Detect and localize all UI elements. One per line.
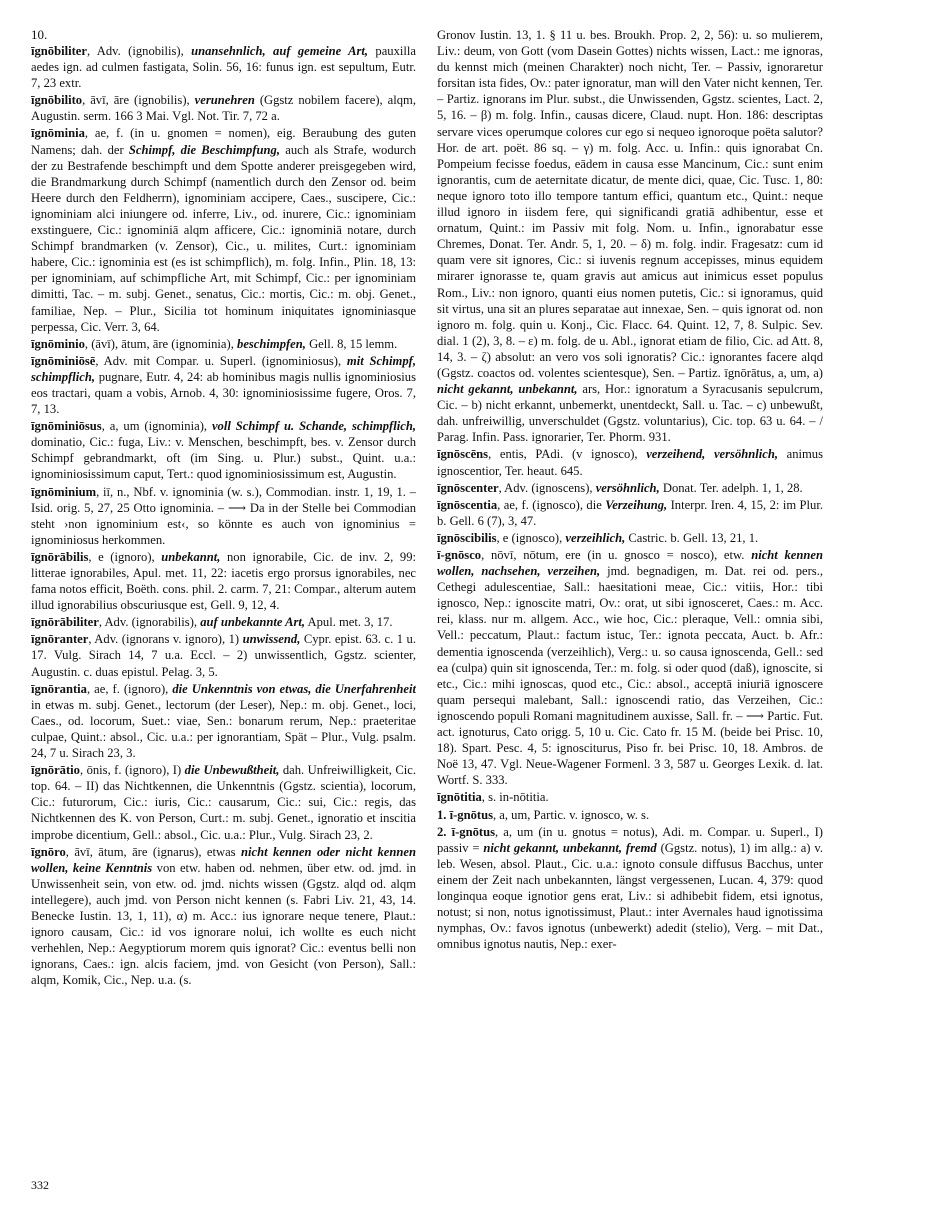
dictionary-entry (31, 762, 416, 842)
headword: īgnōtitia (437, 790, 482, 805)
entry-text: , e (ignoro), (88, 549, 162, 564)
dictionary-entry (31, 125, 416, 334)
entry-text: , e (ignosco), (496, 530, 566, 545)
entry-text: Apul. met. 3, 17. (305, 615, 393, 630)
dictionary-entry (31, 844, 416, 989)
gloss: beschimpfen, (237, 336, 306, 351)
entry-text: , ae, f. (ignoro), (86, 681, 173, 696)
entry-text: dominatio, Cic.: fuga, Liv.: v. Menschen, beschimpft, bes. v. Zensor durch Schimpf gebrandmarkt, oft (im Sing. u. Plur.) subst., Quint. u.a.: ignominiosissimum caput, Tert.: quod ignominiosissimum est, Augustin. (31, 435, 416, 482)
entry-text: , a, um (ignominia), (101, 419, 212, 434)
headword: 2. ī-gnōtus (437, 824, 495, 839)
entry-text: , a, um (in u. gnotus = notus), Adi. m. Compar. u. Superl., I) passiv = (437, 824, 823, 855)
gloss: verunehren (194, 93, 255, 108)
entry-text: animus ignoscentior, Ter. heaut. 645. (437, 447, 823, 478)
entry-text: , ae, f. (ignosco), die (497, 497, 606, 512)
dictionary-entry (437, 530, 823, 546)
dictionary-entry (31, 336, 416, 352)
dictionary-entry (31, 549, 416, 613)
entry-text: , Adv. (ignobilis), (86, 44, 192, 58)
dictionary-entry (31, 353, 416, 417)
headword: īgnōscentia (437, 497, 498, 512)
entry-text: , Adv. (ignorabilis), (98, 615, 201, 630)
entry-text: , āvī, ātum, āre (ignarus), etwas (65, 844, 242, 859)
gloss: versöhnlich, (595, 480, 660, 495)
gloss: verzeihlich, (565, 530, 626, 545)
headword: īgnōminium (31, 484, 97, 499)
entry-text: pugnare, Eutr. 4, 24: ab hominibus magis nullis ignominiosius eos tractari, quam a vobis, Arnob. 4, 30: ignominiosissime fugere, Oros. 7, 7, 13. (31, 369, 416, 417)
dictionary-entry (31, 484, 416, 548)
gloss: nicht kennen oder nicht kennen wollen, keine Kenntnis (31, 844, 416, 875)
gloss: die Unbewußtheit, (184, 763, 280, 778)
entry-text: , Adv. (ignorans v. ignoro), 1) (88, 632, 243, 647)
entry-text: , Adv. (ignoscens), (498, 480, 596, 495)
entry-text: von etw. haben od. nehmen, über etw. od. jmd. in Unwissenheit sein, von etw. od. jmd. nichts wissen (Ggstz. alqd od. alqm intellegere), auch jmd. von Person nicht kennen (s. Fabri Liv. 21, 43, 14. Benecke Iustin. 13, 1, 11), α) m. Acc.: ius ignorare neque tenere, Plaut.: ignoro causam, Cic.: id vos ignorare nolui, ich wollte es euch nicht verhehlen, Nep.: Aegyptiorum morem quis ignorat? Cic.: eventus belli non ignorans, Caes.: ign. alcis faciem, jmd. von Gesicht (von Person), Sall.: alqm, Komik, Cic., Nep. u.a. (s. (31, 860, 416, 988)
entry-text: , iī, n., Nbf. v. ignominia (w. s.), Commodian. instr. 1, 19, 1. – Isid. orig. 5, 27, 25 Otto ignominia. – ⟶ Da in der Stelle bei Commodian steht ›non ignominium est‹, so könnte es auch von ignominius = ignominiosus herkommen. (31, 484, 416, 547)
dictionary-entry (437, 480, 823, 496)
left-column (31, 43, 416, 1175)
entry-text: Cypr. epist. 63. c. 1 u. 17. Vulg. Sirach 14, 7 u.a. Eccl. – 2) unwissentlich, Ggstz. scienter, Augustin. c. duas epistul. Pelag. 3, 5. (31, 632, 416, 679)
headword: 1. ī-gnōtus (437, 807, 493, 822)
dictionary-entry (437, 807, 823, 823)
headword: īgnōminiōsus (31, 419, 102, 434)
dictionary-entry (31, 631, 416, 679)
gloss: die Unkenntnis von etwas, die Unerfahrenheit (172, 681, 416, 696)
entry-text: Gell. 8, 15 lemm. (305, 336, 398, 351)
entry-text: , s. in-nōtitia. (481, 790, 549, 805)
headword: īgnōscēns (437, 447, 489, 462)
headword: īgnōbiliter (31, 44, 87, 58)
page-number-top: 10. (31, 27, 48, 42)
gloss: unwissend, (242, 632, 301, 647)
entry-text: , āvī, āre (ignobilis), (82, 93, 195, 108)
entry-text: , a, um, Partic. v. ignosco, w. s. (492, 807, 650, 822)
entry-text: , Adv. mit Compar. u. Superl. (ignominiosus), (95, 353, 347, 368)
gloss: verzeihend, versöhnlich, (646, 447, 778, 462)
entry-text: Donat. Ter. adelph. 1, 1, 28. (659, 480, 803, 495)
gloss: nicht kennen wollen, nachsehen, verzeihen, (437, 548, 823, 579)
dictionary-entry (31, 418, 416, 482)
entry-text: pauxilla aedes ign. ad culmen fastigata, Solin. 56, 16: funus ign. est sepultum, Eutr. 7, 23 extr. (31, 44, 416, 91)
headword: īgnōbilito (31, 93, 83, 108)
gloss: voll Schimpf u. Schande, schimpflich, (211, 419, 416, 434)
entry-text: auch als Strafe, wodurch der zu Bestrafende beschimpft und dem Spotte anderer preisgegeben wird, die Brandmarkung durch Schimpf (namentlich durch den Zensor od. beim Heere durch den Feldherrn), ignominiam accipere, Caes., suscipere, Cic.: ignominiam alci iniungere od. inferre, Liv., od. inurere, Cic.: ignominiam exstinguere, Cic.: ignominiā alqm afficere, Cic.: ignominiā notare, durch Schimpf brandmarken (v. Zensor), Cic., u. milites, Curt.: ignominiam habere, Cic.: ignominia est (es ist schimpflich), m. folg. Infin., Plin. 18, 13: per ignominiam, auf schimpfliche Art, mit Schimpf, Cic.: per ignominiam dimitti, Tac. – m. subj. Genet., senatus, Cic.: mortis, Cic.: m. obj. Genet., familiae, Nep. – Plur., Sicilia tot hominum iniquitates ignominiasque perpessa, Cic. Verr. 3, 64. (31, 142, 416, 334)
gloss: mit Schimpf, schimpflich, (31, 353, 416, 384)
gloss: Verzeihung, (605, 497, 668, 512)
dictionary-entry (31, 681, 416, 761)
entry-text: , (āvī), ātum, āre (ignominia), (84, 336, 238, 351)
gloss: unansehnlich, auf gemeine Art, (191, 44, 369, 58)
headword: īgnōranter (31, 632, 89, 647)
headword: īgnōrābilis (31, 549, 89, 564)
entry-text: (Ggstz nobilem facere), alqm, Augustin. serm. 166 3 Mai. Vgl. Not. Tir. 7, 72 a. (31, 93, 416, 124)
gloss: nicht gekannt, unbekannt, fremd (483, 840, 657, 855)
dictionary-entry (437, 497, 823, 529)
headword: īgnōrātio (31, 763, 80, 778)
entry-text: dah. Unfreiwilligkeit, Cic. top. 64. – II) das Nichtkennen, die Unkenntnis (Ggstz. scientia), locorum, Cic.: futurorum, Cic.: iuris, Cic.: causarum, Cic.: sui, Cic.: regis, das Nichtkennen des K. von Person, Curt.: m. subj. Genet., ignoratio et inscitia improbe dicentium, Gell.: absol., Cic. u.a.: Plur., Vulg. Sirach 23, 2. (31, 763, 416, 842)
headword: īgnōro (31, 844, 66, 859)
entry-text: ars, Hor.: ignoratum a Syracusanis sepulcrum, Cic. – b) nicht erkannt, unbemerkt, unentdeckt, Sall. u. Tac. – c) unbewußt, dah. unfreiwillig, unverschuldet (Ggstz. voluntarius), Cic. top. 63 u. 64. – / Parag. Infin. Pass. ignorarier, Ter. Phorm. 931. (437, 382, 823, 445)
entry-text: , entis, PAdi. (v ignosco), (488, 447, 647, 462)
headword: īgnōscenter (437, 480, 499, 495)
dictionary-entry (437, 446, 823, 478)
gloss: nicht gekannt, unbekannt, (437, 382, 578, 397)
headword: īgnōscibilis (437, 530, 497, 545)
entry-text: in etwas m. subj. Genet., lectorum (der Leser), Nep.: m. obj. Genet., loci, Caes., od. locorum, Suet.: viae, Sen.: bonarum rerum, Nep.: praeteritae culpae, Quint.: absol., Cic. u.a.: per ignorantiam, Spät – Plur., Vulg. psalm. 24, 7 u. Sirach 23, 3. (31, 697, 416, 761)
entry-text: , nōvī, nōtum, ere (in u. gnosco = nosco), etw. (481, 548, 752, 562)
dictionary-entry (437, 547, 823, 788)
dictionary-entry (437, 789, 823, 805)
dictionary-entry (437, 27, 823, 445)
page-number-bottom: 332 (31, 1178, 49, 1192)
headword: īgnōrantia (31, 681, 87, 696)
headword: īgnōminio (31, 336, 85, 351)
dictionary-entry (31, 92, 416, 124)
headword: īgnōrābiliter (31, 615, 99, 630)
entry-text: Interpr. Iren. 4, 15, 2: im Plur. b. Gell. 6 (7), 3, 47. (437, 497, 823, 528)
dictionary-entry (31, 43, 416, 91)
headword: īgnōminiōsē (31, 353, 96, 368)
entry-text: jmd. begnadigen, m. Dat. rei od. pers., Cethegi adulescentiae, Sall.: haesitationi meae, Cic.: vitiis, Hor.: tibi ignosco, Nep.: ignoscite matri, Ov.: orat, ut sibi ignosceret, Caes.: m. Acc. rei, klass. nur m. allgem. Acc., wie hoc, Cic.: pleraque, Vell.: omnia sibi, Vell.: peccatum, Plaut.: factum istuc, Ter.: ignota peccata, Auct. b. Afr.: dementia ignoscenda (verzeihlich), Verg.: u. so causa ignoscenda, Gell.: sed ea (culpa) quin sit ignoscenda, Ter.: m. folg. si oder quod (daß), ignoscite, si etc., Cic.: mihi ignoscas, quod etc., Cic.: absol., acceptā iniuriā ignoscere quam persequi malebant, Sall.: ignoscendi ratio, das Verzeihen, Cic.: ignoscendo populi Romani magnitudinem auxisse, Sall. fr. – ⟶ Partic. Fut. act. ignoturus, Cato origg. 5, 10 u. Cic. Cato fr. 15 M. (beide bei Prisc. 10, 18). Spart. Pesc. 4, 5: ignosciturus, Piso fr. bei Prisc. 10, 18. Ambros. de Noë 13, 47. Vgl. Neue-Wagener Formenl. 3 3, 587 u. Georges Lexik. d. lat. Wortf. S. 333. (437, 564, 823, 788)
gloss: Schimpf, die Beschimpfung, (128, 142, 281, 157)
headword: īgnōminia (31, 126, 85, 141)
headword: ī-gnōsco (437, 548, 482, 562)
gloss: unbekannt, (161, 549, 221, 564)
entry-text: Castric. b. Gell. 13, 21, 1. (625, 530, 759, 545)
entry-text: Gronov Iustin. 13, 1. § 11 u. bes. Broukh. Prop. 2, 2, 56): u. so mulierem, Liv.: deum, von Gott (vom Dasein Gottes) nichts wissen, Lact.: me ignoras, du kennst mich (meinen Charakter) noch nicht, Ter. – Passiv, ignoraretur forsitan ista fides, Ov.: pater ignoratur, man will den Vater nicht kennen, Ter. – Partiz. ignorans im Plur. subst., die Unwissenden, Ggstz. scientes, Lact. 2, 5, 16. – β) m. folg. Infin., causas dicere, Claud. nupt. Hon. 186: descriptas servare vices operumque colores cur ego si nequeo ignoroque poëta salutor? Hor. de art. poët. 86 sq. – γ) m. folg. Acc. u. Infin.: quis ignorabat Cn. Pompeium fecisse foedus, eādem in causa esse Mancinum, Cic.: sunt enim ignorantis, cum de aeternitate dicatur, de mente dici, quae, Cic. Tusc. 1, 80: neque ignoro toto illo tempore tantum effici, quantum etc., Quint.: neque illud ignoro in iisdem fere, qui significandi gratiā adhibentur, esse et ornatum, Quint.: im Passiv mit folg. Nom. u. Infin., ignorabatur esse Chremes, Donat. Ter. Andr. 5, 1, 20. – δ) m. folg. indir. Fragesatz: cum id quam vere sit ignores, Cic.: si iuvenis regnum accepisses, minus equidem mirarer ignorasse te, quam gravis aut amicus aut inimicus esset populus Rom., Liv.: non ignoro, quanti eius nomen putetis, Cic.: si ignoramus, quid sit virtus, una sit an plures separatae aut innexae, Sen. – quis ignorat od. non ignoro m. folg. quin u. Konj., Cic. Flacc. 64. Quint. 12, 7, 8. Sulpic. Sev. dial. 1 (2), 3, 8. – ε) m. folg. de u. Abl., ignorat etiam de filio, Cic. ad Att. 8, 14, 3. – ζ) absolut: an vero vos soli ignoratis? Cic.: ignorantes facere alqd (Ggstz. coactos od. volentes scientesque), Sen. – Partiz. īgnōrātus, a, um, a) (437, 28, 823, 380)
dictionary-entry (31, 614, 416, 630)
dictionary-entry (437, 824, 823, 953)
entry-text: , ae, f. (in u. gnomen = nomen), eig. Beraubung des guten Namens; dah. der (31, 126, 416, 157)
entry-text: , ōnis, f. (ignoro), I) (79, 763, 185, 778)
right-column (437, 27, 823, 1207)
gloss: auf unbekannte Art, (200, 615, 306, 630)
entry-text: non ignorabile, Cic. de inv. 2, 99: litterae ignorabiles, Apul. met. 11, 22: iacetis ergo prorsus ignorabiles, nec fama notos efficit, Boëth. cons. phil. 2. carm. 7, 21: Compar., alterum autem illud ignorabilius obscuriusque est, Gell. 9, 12, 4. (31, 549, 416, 613)
entry-text: (Ggstz. notus), 1) im allg.: a) v. leb. Wesen, absol. Plaut., Cic. u.a.: ignoto consule diffusus Bacchus, unter einem der Zeit nach unbekannten, längst vergessenen, Lucan. 4, 379: quod longinqua eoque ignotior gens erat, Liv.: si adhibebit fidem, etsi ignotus, notust; si non, notus ignotissimust, Plaut.: inter Avernales haud ignotissima nymphas, Ov.: favos ignotus (unbewerkt) adedit (stelio), Verg. – mit Dat., omnibus ignotus nautis, Nep.: exer- (437, 840, 823, 952)
